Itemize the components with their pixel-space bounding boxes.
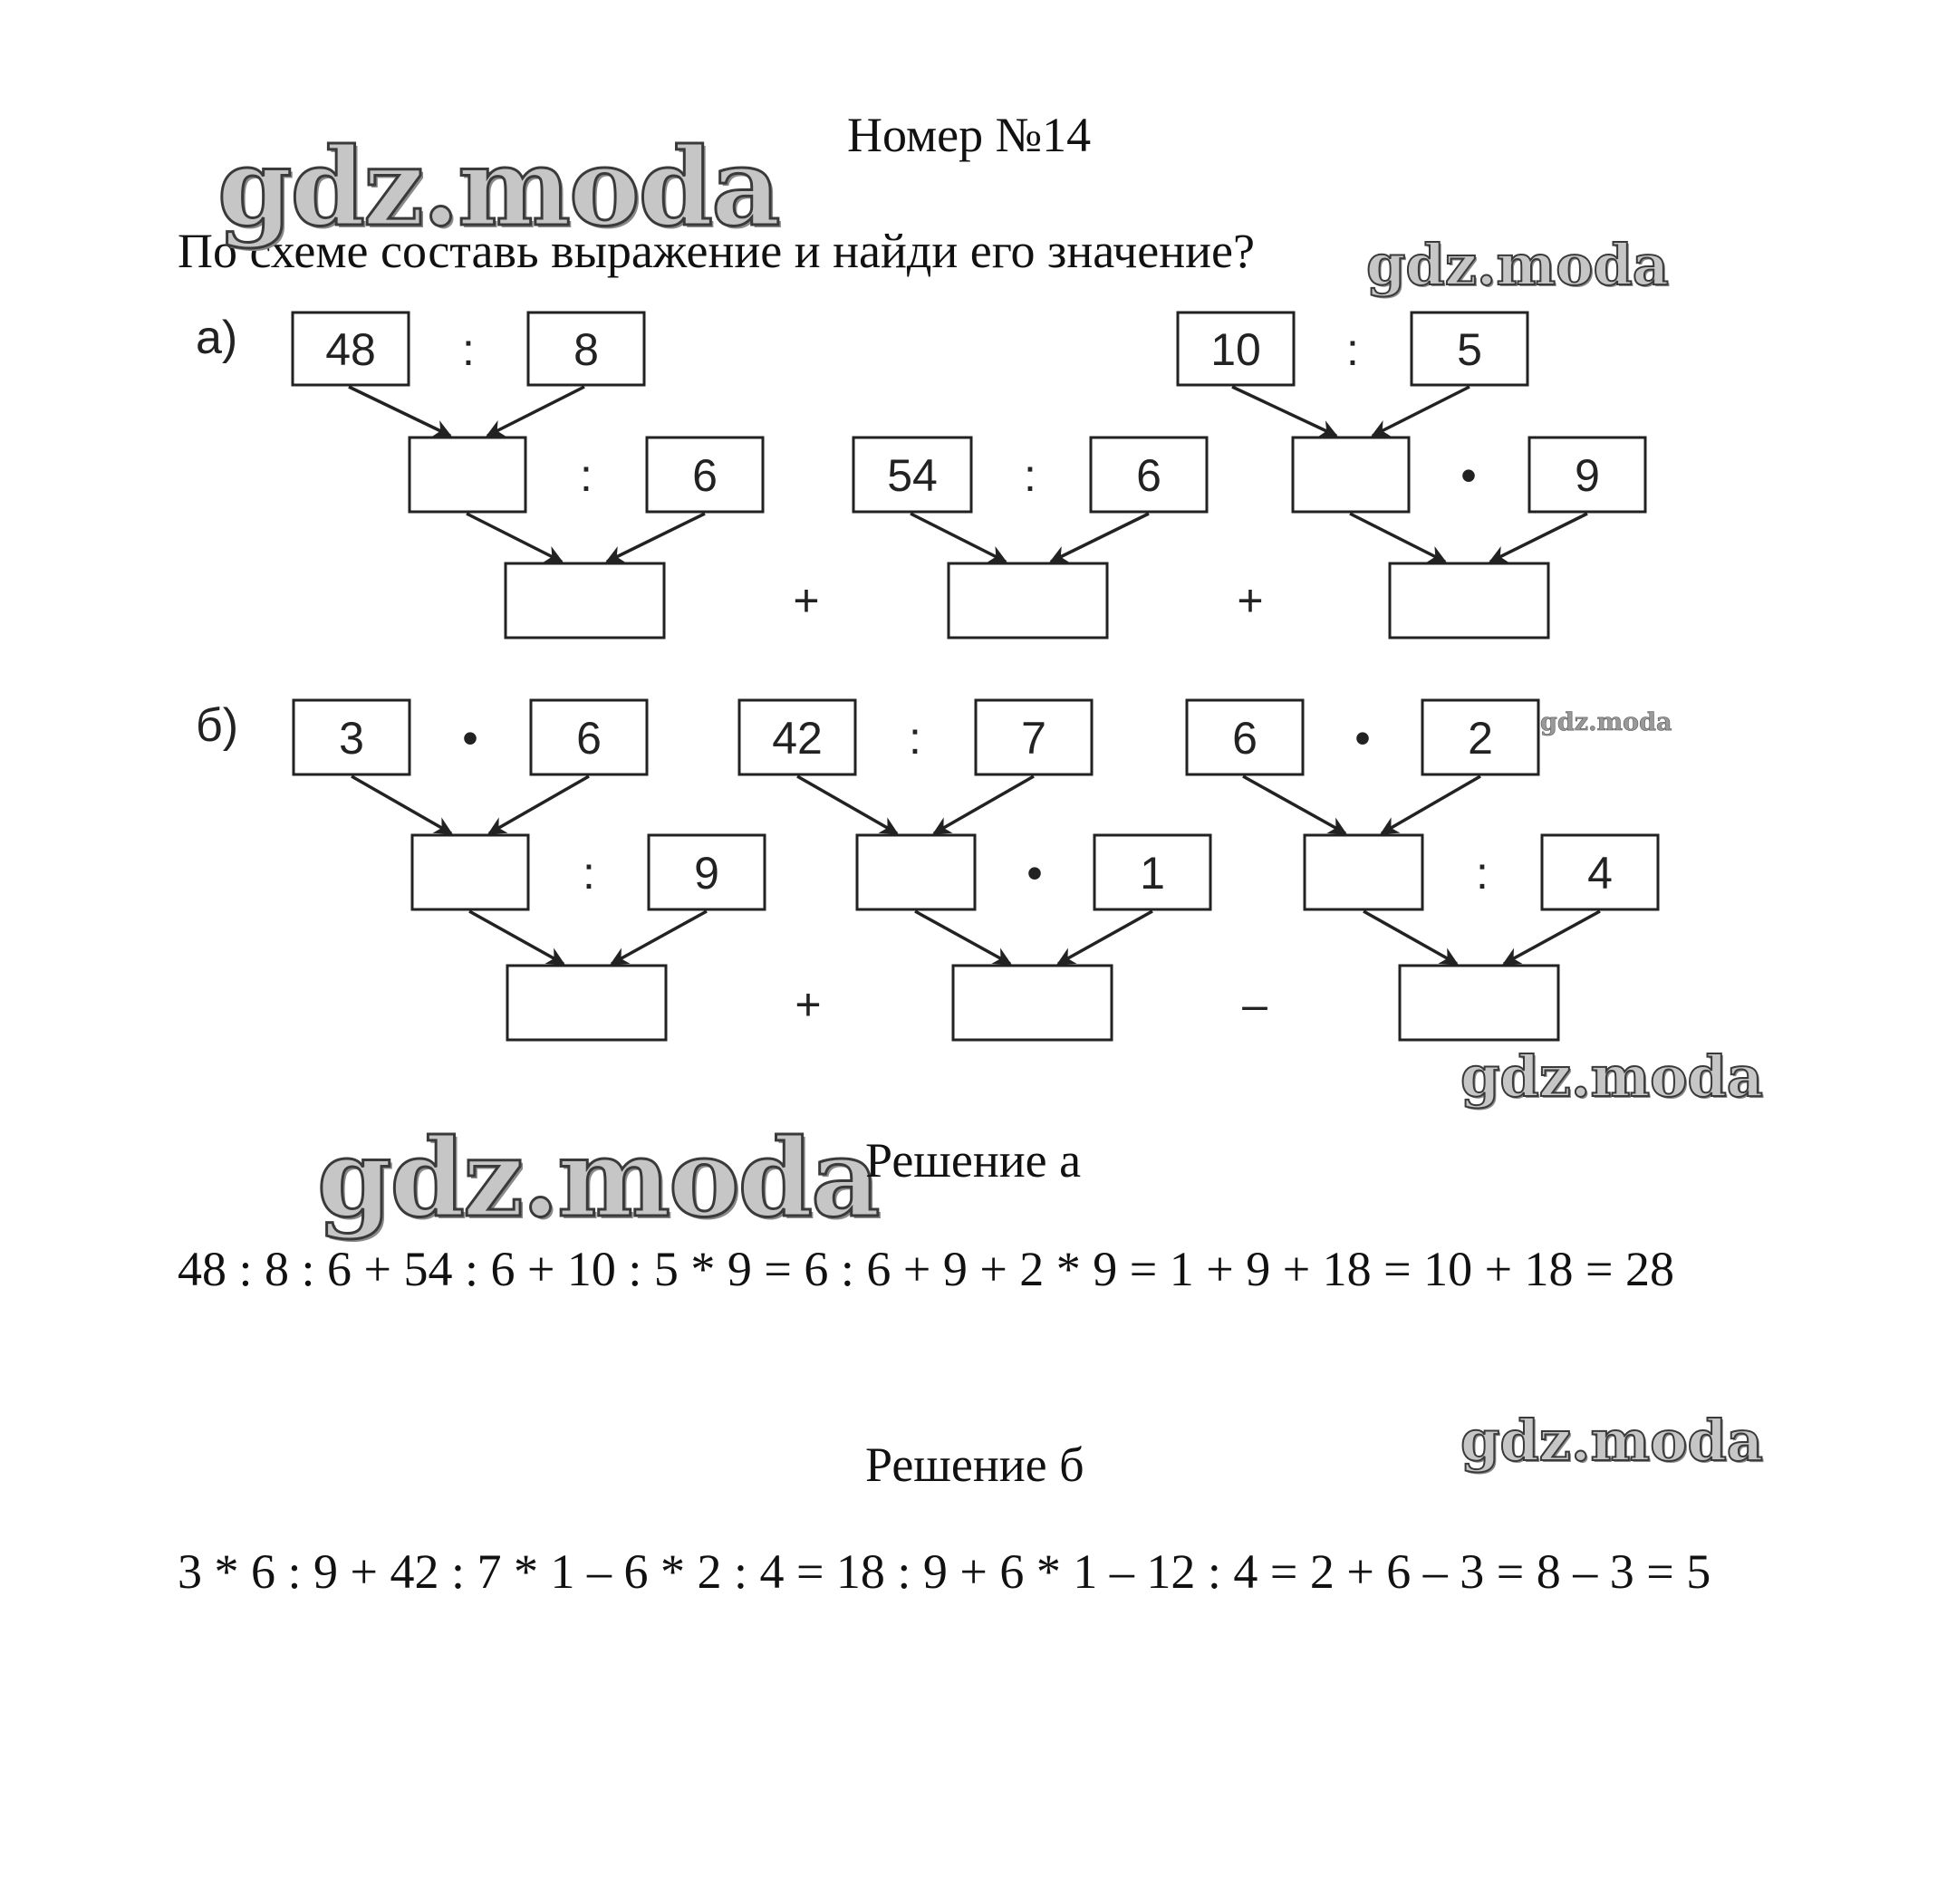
box-value: 6 bbox=[1136, 450, 1161, 501]
operator: : bbox=[1476, 848, 1489, 899]
box-value: 9 bbox=[1575, 450, 1600, 501]
box-value: 5 bbox=[1457, 324, 1482, 375]
box-value: 6 bbox=[692, 450, 718, 501]
page-title: Номер №14 bbox=[847, 108, 1092, 162]
watermark-logo: gdz.moda bbox=[1460, 1043, 1763, 1110]
box-value: 4 bbox=[1587, 848, 1613, 899]
task-text: По схеме составь выражение и найди его значение? bbox=[178, 224, 1255, 278]
box-value: 54 bbox=[887, 450, 938, 501]
label-b: б) bbox=[196, 699, 239, 752]
solution-b-text: 3 * 6 : 9 + 42 : 7 * 1 – 6 * 2 : 4 = 18 : 9 + 6 * 1 – 12 : 4 = 2 + 6 – 3 = 8 – 3 = 5 bbox=[178, 1544, 1711, 1599]
operator: + bbox=[793, 575, 820, 626]
label-a: а) bbox=[196, 312, 238, 364]
watermark-logo: gdz.moda bbox=[217, 124, 779, 250]
box-value: 42 bbox=[772, 713, 823, 764]
watermark-logo: gdz.moda bbox=[317, 1115, 879, 1241]
box-value: 48 bbox=[325, 324, 376, 375]
box-value: 6 bbox=[1232, 713, 1258, 764]
operator: : bbox=[1346, 324, 1359, 375]
box-value: 2 bbox=[1468, 713, 1493, 764]
box-value: 6 bbox=[576, 713, 602, 764]
solution-a-text: 48 : 8 : 6 + 54 : 6 + 10 : 5 * 9 = 6 : 6 + 9 + 2 * 9 = 1 + 9 + 18 = 10 + 18 = 28 bbox=[178, 1242, 1675, 1296]
box-value: 8 bbox=[573, 324, 599, 375]
operator: + bbox=[1237, 575, 1264, 626]
watermark-logo: gdz.moda bbox=[1540, 708, 1672, 736]
operator: • bbox=[1354, 713, 1371, 764]
operator: : bbox=[583, 848, 595, 899]
operator: : bbox=[909, 713, 921, 764]
watermark-logo: gdz.moda bbox=[1460, 1408, 1763, 1474]
operator: + bbox=[795, 979, 822, 1030]
operator: • bbox=[462, 713, 478, 764]
watermark-logo: gdz.moda bbox=[1366, 232, 1669, 298]
operator: : bbox=[580, 450, 593, 501]
operator: : bbox=[462, 324, 475, 375]
operator: : bbox=[1024, 450, 1036, 501]
box-value: 1 bbox=[1140, 848, 1165, 899]
box-value: 3 bbox=[339, 713, 364, 764]
operator: – bbox=[1242, 979, 1267, 1030]
solution-a-title: Решение а bbox=[865, 1133, 1082, 1188]
box-value: 10 bbox=[1210, 324, 1261, 375]
solution-b-title: Решение б bbox=[865, 1438, 1084, 1492]
expression-scheme bbox=[0, 272, 1937, 1087]
box-value: 7 bbox=[1021, 713, 1046, 764]
box-value: 9 bbox=[694, 848, 719, 899]
operator: • bbox=[1026, 848, 1043, 899]
operator: • bbox=[1460, 450, 1477, 501]
